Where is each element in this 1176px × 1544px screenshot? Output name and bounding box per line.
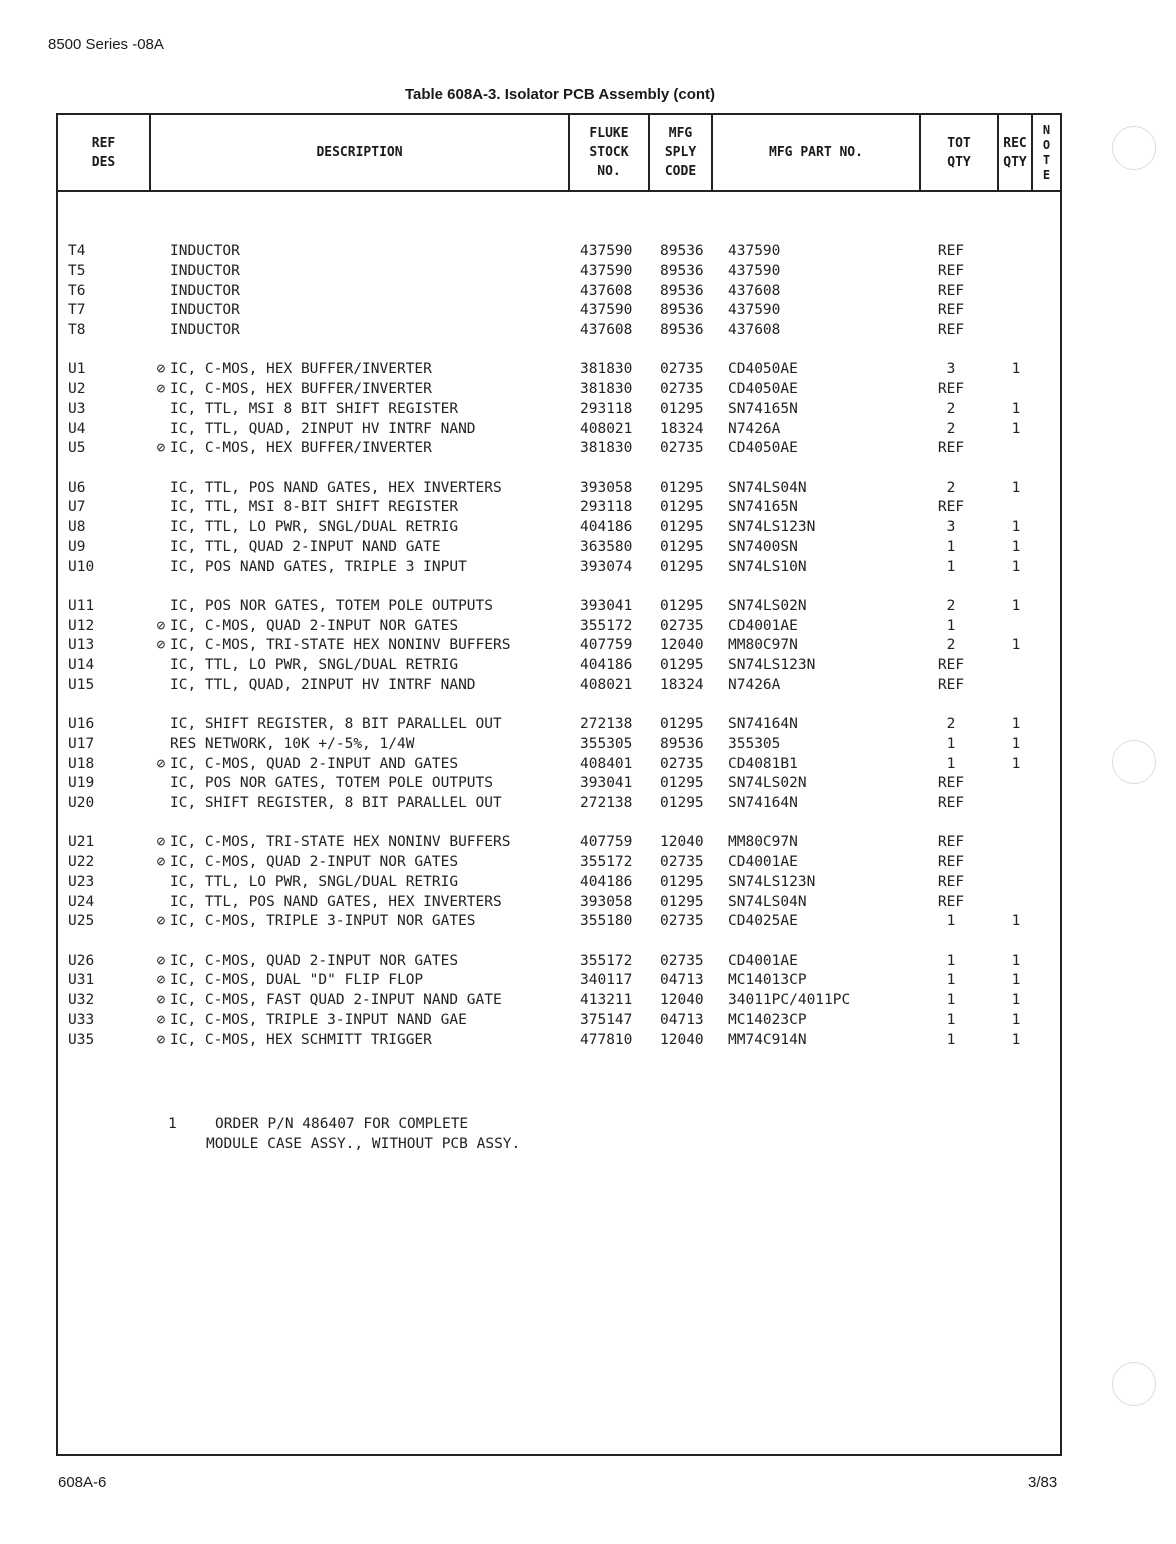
ref-des-cell: U10 — [68, 558, 95, 575]
description-cell: IC, TTL, QUAD, 2INPUT HV INTRF NAND — [170, 420, 476, 437]
ref-des-cell: U21 — [68, 834, 95, 851]
ref-des-cell: U24 — [68, 893, 95, 910]
rec-qty-cell: 1 — [1011, 1011, 1021, 1028]
supply-code-cell: 02735 — [660, 361, 704, 378]
tot-qty-cell: 1 — [946, 913, 956, 930]
static-sensitive-icon: ⊘ — [156, 637, 166, 654]
ref-des-cell: U3 — [68, 400, 86, 417]
tot-qty-cell: REF — [937, 440, 965, 457]
tot-qty-cell: 1 — [946, 755, 956, 772]
table-row — [58, 517, 1060, 537]
rec-qty-cell: 1 — [1011, 597, 1021, 614]
table-row — [58, 675, 1060, 695]
ref-des-cell: U33 — [68, 1011, 95, 1028]
part-number-cell: SN74LS123N — [728, 519, 816, 535]
stock-number-cell: 393041 — [580, 775, 633, 792]
ref-des-cell: U8 — [68, 519, 86, 535]
ref-des-cell: T6 — [68, 282, 86, 299]
description-cell: RES NETWORK, 10K +/-5%, 1/4W — [170, 735, 415, 752]
tot-qty-cell: REF — [937, 499, 965, 516]
static-sensitive-icon: ⊘ — [156, 972, 166, 989]
stock-number-cell: 381830 — [580, 440, 633, 457]
description-cell: IC, TTL, POS NAND GATES, HEX INVERTERS — [170, 479, 502, 496]
part-number-cell: 437590 — [728, 302, 781, 319]
table-row — [58, 359, 1060, 379]
description-cell: INDUCTOR — [170, 262, 240, 279]
description-cell: IC, C-MOS, FAST QUAD 2-INPUT NAND GATE — [170, 992, 502, 1008]
table-header — [58, 115, 1060, 192]
stock-number-cell: 408401 — [580, 755, 633, 772]
supply-code-cell: 89536 — [660, 243, 704, 259]
supply-code-cell: 89536 — [660, 302, 704, 319]
ref-des-cell: U19 — [68, 775, 95, 792]
tot-qty-cell: REF — [937, 873, 965, 890]
supply-code-cell: 01295 — [660, 657, 704, 673]
description-cell: IC, SHIFT REGISTER, 8 BIT PARALLEL OUT — [170, 795, 502, 811]
tot-qty-cell: 2 — [946, 716, 956, 732]
supply-code-cell: 02735 — [660, 952, 704, 969]
tot-qty-cell: 3 — [946, 361, 956, 378]
description-cell: IC, C-MOS, HEX BUFFER/INVERTER — [170, 361, 432, 378]
table-row — [58, 832, 1060, 852]
part-number-cell: SN74LS123N — [728, 873, 816, 890]
stock-number-cell: 363580 — [580, 538, 633, 555]
rec-qty-cell: 1 — [1011, 735, 1021, 752]
description-cell: IC, POS NAND GATES, TRIPLE 3 INPUT — [170, 558, 467, 575]
description-cell: IC, TTL, MSI 8 BIT SHIFT REGISTER — [170, 400, 459, 417]
table-row — [58, 1010, 1060, 1030]
ref-des-cell: U22 — [68, 854, 95, 870]
description-cell: IC, C-MOS, HEX SCHMITT TRIGGER — [170, 1031, 432, 1048]
stock-number-cell: 404186 — [580, 873, 633, 890]
part-number-cell: MM80C97N — [728, 834, 798, 851]
supply-code-cell: 02735 — [660, 617, 704, 634]
ref-des-cell: U4 — [68, 420, 86, 437]
part-number-cell: CD4001AE — [728, 952, 798, 969]
rec-qty-cell: 1 — [1011, 400, 1021, 417]
tot-qty-cell: REF — [937, 243, 965, 259]
table-row — [58, 872, 1060, 892]
ref-des-cell: T5 — [68, 262, 86, 279]
part-number-cell: SN74LS02N — [728, 597, 807, 614]
ref-des-cell: U16 — [68, 716, 95, 732]
tot-qty-cell: 1 — [946, 972, 956, 989]
table-row — [58, 616, 1060, 636]
ref-des-cell: U13 — [68, 637, 95, 654]
ref-des-cell: U35 — [68, 1031, 95, 1048]
stock-number-cell: 355172 — [580, 617, 633, 634]
parts-table — [56, 113, 1062, 1456]
description-cell: IC, POS NOR GATES, TOTEM POLE OUTPUTS — [170, 597, 494, 614]
stock-number-cell: 437608 — [580, 322, 633, 338]
description-cell: INDUCTOR — [170, 282, 240, 299]
supply-code-cell: 01295 — [660, 558, 704, 575]
note-number: 1 — [168, 1116, 177, 1132]
table-row — [58, 1030, 1060, 1050]
ref-des-cell: U1 — [68, 361, 86, 378]
supply-code-cell: 89536 — [660, 282, 704, 299]
description-cell: INDUCTOR — [170, 243, 240, 259]
stock-number-cell: 340117 — [580, 972, 633, 989]
supply-code-cell: 89536 — [660, 735, 704, 752]
description-cell: IC, TTL, LO PWR, SNGL/DUAL RETRIG — [170, 873, 459, 890]
tot-qty-cell: REF — [937, 282, 965, 299]
supply-code-cell: 89536 — [660, 262, 704, 279]
part-number-cell: MC14013CP — [728, 972, 807, 989]
tot-qty-cell: REF — [937, 262, 965, 279]
supply-code-cell: 01295 — [660, 499, 704, 516]
static-sensitive-icon: ⊘ — [156, 1011, 166, 1028]
part-number-cell: MM80C97N — [728, 637, 798, 654]
stock-number-cell: 437590 — [580, 262, 633, 279]
description-cell: IC, C-MOS, TRIPLE 3-INPUT NOR GATES — [170, 913, 476, 930]
supply-code-cell: 01295 — [660, 479, 704, 496]
supply-code-cell: 12040 — [660, 1031, 704, 1048]
static-sensitive-icon: ⊘ — [156, 834, 166, 851]
ref-des-cell: U20 — [68, 795, 95, 811]
tot-qty-cell: 1 — [946, 1011, 956, 1028]
description-cell: IC, TTL, QUAD, 2INPUT HV INTRF NAND — [170, 676, 476, 693]
description-cell: INDUCTOR — [170, 322, 240, 338]
ref-des-cell: U7 — [68, 499, 86, 516]
stock-number-cell: 437608 — [580, 282, 633, 299]
description-cell: IC, POS NOR GATES, TOTEM POLE OUTPUTS — [170, 775, 494, 792]
table-row — [58, 478, 1060, 498]
static-sensitive-icon: ⊘ — [156, 854, 166, 870]
stock-number-cell: 355180 — [580, 913, 633, 930]
tot-qty-cell: 2 — [946, 637, 956, 654]
tot-qty-cell: 2 — [946, 597, 956, 614]
description-cell: IC, C-MOS, QUAD 2-INPUT NOR GATES — [170, 952, 459, 969]
table-row — [58, 754, 1060, 774]
ref-des-cell: U32 — [68, 992, 95, 1008]
table-row — [58, 281, 1060, 301]
supply-code-cell: 02735 — [660, 913, 704, 930]
supply-code-cell: 02735 — [660, 755, 704, 772]
ref-des-cell: U31 — [68, 972, 95, 989]
static-sensitive-icon: ⊘ — [156, 361, 166, 378]
table-row — [58, 655, 1060, 675]
ref-des-cell: U26 — [68, 952, 95, 969]
tot-qty-cell: 1 — [946, 1031, 956, 1048]
part-number-cell: 437608 — [728, 282, 781, 299]
ref-des-cell: U12 — [68, 617, 95, 634]
col-ref-des: REF DES — [58, 115, 151, 190]
part-number-cell: SN74165N — [728, 499, 798, 516]
col-mfg-part-no: MFG PART NO. — [713, 115, 921, 190]
stock-number-cell: 393074 — [580, 558, 633, 575]
tot-qty-cell: REF — [937, 676, 965, 693]
tot-qty-cell: REF — [937, 893, 965, 910]
page-number: 608A-6 — [58, 1474, 107, 1491]
description-cell: IC, C-MOS, HEX BUFFER/INVERTER — [170, 440, 432, 457]
static-sensitive-icon: ⊘ — [156, 755, 166, 772]
stock-number-cell: 404186 — [580, 657, 633, 673]
ref-des-cell: U15 — [68, 676, 95, 693]
ref-des-cell: U17 — [68, 735, 95, 752]
static-sensitive-icon: ⊘ — [156, 913, 166, 930]
stock-number-cell: 355172 — [580, 854, 633, 870]
stock-number-cell: 375147 — [580, 1011, 633, 1028]
supply-code-cell: 01295 — [660, 400, 704, 417]
table-row — [58, 714, 1060, 734]
part-number-cell: N7426A — [728, 676, 781, 693]
tot-qty-cell: 1 — [946, 952, 956, 969]
table-row — [58, 970, 1060, 990]
description-cell: IC, C-MOS, HEX BUFFER/INVERTER — [170, 381, 432, 397]
table-row — [58, 399, 1060, 419]
col-note: N O T E — [1042, 122, 1051, 182]
static-sensitive-icon: ⊘ — [156, 617, 166, 634]
col-description: DESCRIPTION — [151, 115, 570, 190]
supply-code-cell: 02735 — [660, 854, 704, 870]
part-number-cell: SN74LS10N — [728, 558, 807, 575]
rec-qty-cell: 1 — [1011, 519, 1021, 535]
table-row — [58, 892, 1060, 912]
description-cell: IC, C-MOS, TRI-STATE HEX NONINV BUFFERS — [170, 637, 511, 654]
table-row — [58, 596, 1060, 616]
stock-number-cell: 272138 — [580, 716, 633, 732]
supply-code-cell: 18324 — [660, 420, 704, 437]
part-number-cell: SN74LS02N — [728, 775, 807, 792]
ref-des-cell: U14 — [68, 657, 95, 673]
table-row — [58, 379, 1060, 399]
table-row — [58, 990, 1060, 1010]
col-rec-qty: REC QTY — [999, 115, 1033, 190]
description-cell: IC, TTL, LO PWR, SNGL/DUAL RETRIG — [170, 519, 459, 535]
rec-qty-cell: 1 — [1011, 538, 1021, 555]
stock-number-cell: 437590 — [580, 243, 633, 259]
ref-des-cell: U11 — [68, 597, 95, 614]
tot-qty-cell: 1 — [946, 558, 956, 575]
stock-number-cell: 355305 — [580, 735, 633, 752]
supply-code-cell: 04713 — [660, 1011, 704, 1028]
tot-qty-cell: 2 — [946, 479, 956, 496]
table-row — [58, 951, 1060, 971]
supply-code-cell: 12040 — [660, 992, 704, 1008]
static-sensitive-icon: ⊘ — [156, 992, 166, 1008]
stock-number-cell: 293118 — [580, 400, 633, 417]
part-number-cell: SN7400SN — [728, 538, 798, 555]
supply-code-cell: 01295 — [660, 519, 704, 535]
rec-qty-cell: 1 — [1011, 637, 1021, 654]
table-row — [58, 419, 1060, 439]
description-cell: IC, C-MOS, QUAD 2-INPUT AND GATES — [170, 755, 459, 772]
rec-qty-cell: 1 — [1011, 479, 1021, 496]
part-number-cell: CD4050AE — [728, 440, 798, 457]
supply-code-cell: 01295 — [660, 795, 704, 811]
tot-qty-cell: 1 — [946, 617, 956, 634]
description-cell: IC, C-MOS, TRI-STATE HEX NONINV BUFFERS — [170, 834, 511, 851]
part-number-cell: SN74164N — [728, 795, 798, 811]
rec-qty-cell: 1 — [1011, 992, 1021, 1008]
ref-des-cell: U9 — [68, 538, 86, 555]
supply-code-cell: 02735 — [660, 381, 704, 397]
tot-qty-cell: 2 — [946, 420, 956, 437]
table-row — [58, 911, 1060, 931]
note-line-1: ORDER P/N 486407 FOR COMPLETE — [215, 1116, 469, 1132]
stock-number-cell: 381830 — [580, 381, 633, 397]
stock-number-cell: 408021 — [580, 420, 633, 437]
tot-qty-cell: REF — [937, 381, 965, 397]
tot-qty-cell: REF — [937, 302, 965, 319]
tot-qty-cell: 1 — [946, 538, 956, 555]
tot-qty-cell: REF — [937, 854, 965, 870]
table-row — [58, 773, 1060, 793]
supply-code-cell: 02735 — [660, 440, 704, 457]
stock-number-cell: 408021 — [580, 676, 633, 693]
static-sensitive-icon: ⊘ — [156, 381, 166, 397]
part-number-cell: SN74LS04N — [728, 893, 807, 910]
static-sensitive-icon: ⊘ — [156, 440, 166, 457]
table-row — [58, 300, 1060, 320]
part-number-cell: 437608 — [728, 322, 781, 338]
supply-code-cell: 18324 — [660, 676, 704, 693]
description-cell: IC, TTL, MSI 8-BIT SHIFT REGISTER — [170, 499, 459, 516]
rec-qty-cell: 1 — [1011, 420, 1021, 437]
table-row — [58, 438, 1060, 458]
stock-number-cell: 477810 — [580, 1031, 633, 1048]
col-tot-qty: TOT QTY — [921, 115, 999, 190]
description-cell: IC, TTL, QUAD 2-INPUT NAND GATE — [170, 538, 441, 555]
tot-qty-cell: REF — [937, 834, 965, 851]
stock-number-cell: 404186 — [580, 519, 633, 535]
tot-qty-cell: REF — [937, 322, 965, 338]
tot-qty-cell: REF — [937, 657, 965, 673]
ref-des-cell: U5 — [68, 440, 86, 457]
rec-qty-cell: 1 — [1011, 1031, 1021, 1048]
table-title: Table 608A-3. Isolator PCB Assembly (cont) — [404, 86, 716, 103]
table-row — [58, 537, 1060, 557]
description-cell: IC, C-MOS, DUAL "D" FLIP FLOP — [170, 972, 424, 989]
table-row — [58, 793, 1060, 813]
stock-number-cell: 355172 — [580, 952, 633, 969]
stock-number-cell: 272138 — [580, 795, 633, 811]
stock-number-cell: 293118 — [580, 499, 633, 516]
table-row — [58, 734, 1060, 754]
description-cell: IC, TTL, LO PWR, SNGL/DUAL RETRIG — [170, 657, 459, 673]
supply-code-cell: 01295 — [660, 893, 704, 910]
table-row — [58, 261, 1060, 281]
stock-number-cell: 413211 — [580, 992, 633, 1008]
series-header: 8500 Series -08A — [48, 36, 164, 53]
table-row — [58, 852, 1060, 872]
binder-hole — [1112, 740, 1156, 784]
description-cell: IC, SHIFT REGISTER, 8 BIT PARALLEL OUT — [170, 716, 502, 732]
col-fluke-stock-no: FLUKE STOCK NO. — [570, 115, 650, 190]
table-row — [58, 241, 1060, 261]
part-number-cell: CD4001AE — [728, 854, 798, 870]
ref-des-cell: U23 — [68, 873, 95, 890]
stock-number-cell: 437590 — [580, 302, 633, 319]
tot-qty-cell: 3 — [946, 519, 956, 535]
stock-number-cell: 407759 — [580, 637, 633, 654]
supply-code-cell: 01295 — [660, 775, 704, 792]
part-number-cell: MM74C914N — [728, 1031, 807, 1048]
supply-code-cell: 04713 — [660, 972, 704, 989]
stock-number-cell: 393058 — [580, 479, 633, 496]
static-sensitive-icon: ⊘ — [156, 1031, 166, 1048]
ref-des-cell: U18 — [68, 755, 95, 772]
part-number-cell: 355305 — [728, 735, 781, 752]
tot-qty-cell: REF — [937, 795, 965, 811]
rec-qty-cell: 1 — [1011, 913, 1021, 930]
part-number-cell: CD4081B1 — [728, 755, 798, 772]
rec-qty-cell: 1 — [1011, 716, 1021, 732]
rec-qty-cell: 1 — [1011, 972, 1021, 989]
supply-code-cell: 01295 — [660, 538, 704, 555]
part-number-cell: SN74165N — [728, 400, 798, 417]
part-number-cell: SN74LS123N — [728, 657, 816, 673]
ref-des-cell: T8 — [68, 322, 86, 338]
description-cell: IC, C-MOS, TRIPLE 3-INPUT NAND GAE — [170, 1011, 467, 1028]
description-cell: IC, TTL, POS NAND GATES, HEX INVERTERS — [170, 893, 502, 910]
rec-qty-cell: 1 — [1011, 558, 1021, 575]
part-number-cell: 437590 — [728, 243, 781, 259]
ref-des-cell: U25 — [68, 913, 95, 930]
tot-qty-cell: 1 — [946, 992, 956, 1008]
ref-des-cell: T4 — [68, 243, 86, 259]
supply-code-cell: 01295 — [660, 597, 704, 614]
supply-code-cell: 01295 — [660, 873, 704, 890]
table-row — [58, 320, 1060, 340]
part-number-cell: CD4050AE — [728, 381, 798, 397]
tot-qty-cell: 2 — [946, 400, 956, 417]
ref-des-cell: U6 — [68, 479, 86, 496]
revision-date: 3/83 — [1028, 1474, 1058, 1491]
part-number-cell: 34011PC/4011PC — [728, 992, 851, 1008]
stock-number-cell: 407759 — [580, 834, 633, 851]
note-line-2: MODULE CASE ASSY., WITHOUT PCB ASSY. — [206, 1136, 521, 1152]
supply-code-cell: 12040 — [660, 834, 704, 851]
table-row — [58, 497, 1060, 517]
col-mfg-sply-code: MFG SPLY CODE — [650, 115, 713, 190]
tot-qty-cell: 1 — [946, 735, 956, 752]
description-cell: IC, C-MOS, QUAD 2-INPUT NOR GATES — [170, 617, 459, 634]
part-number-cell: 437590 — [728, 262, 781, 279]
rec-qty-cell: 1 — [1011, 952, 1021, 969]
description-cell: INDUCTOR — [170, 302, 240, 319]
stock-number-cell: 381830 — [580, 361, 633, 378]
supply-code-cell: 01295 — [660, 716, 704, 732]
stock-number-cell: 393041 — [580, 597, 633, 614]
description-cell: IC, C-MOS, QUAD 2-INPUT NOR GATES — [170, 854, 459, 870]
binder-hole — [1112, 126, 1156, 170]
table-row — [58, 557, 1060, 577]
ref-des-cell: T7 — [68, 302, 86, 319]
part-number-cell: MC14023CP — [728, 1011, 807, 1028]
ref-des-cell: U2 — [68, 381, 86, 397]
supply-code-cell: 89536 — [660, 322, 704, 338]
part-number-cell: SN74164N — [728, 716, 798, 732]
part-number-cell: SN74LS04N — [728, 479, 807, 496]
supply-code-cell: 12040 — [660, 637, 704, 654]
stock-number-cell: 393058 — [580, 893, 633, 910]
rec-qty-cell: 1 — [1011, 361, 1021, 378]
tot-qty-cell: REF — [937, 775, 965, 792]
part-number-cell: CD4001AE — [728, 617, 798, 634]
table-row — [58, 635, 1060, 655]
rec-qty-cell: 1 — [1011, 755, 1021, 772]
part-number-cell: CD4050AE — [728, 361, 798, 378]
part-number-cell: N7426A — [728, 420, 781, 437]
static-sensitive-icon: ⊘ — [156, 952, 166, 969]
part-number-cell: CD4025AE — [728, 913, 798, 930]
binder-hole — [1112, 1362, 1156, 1406]
